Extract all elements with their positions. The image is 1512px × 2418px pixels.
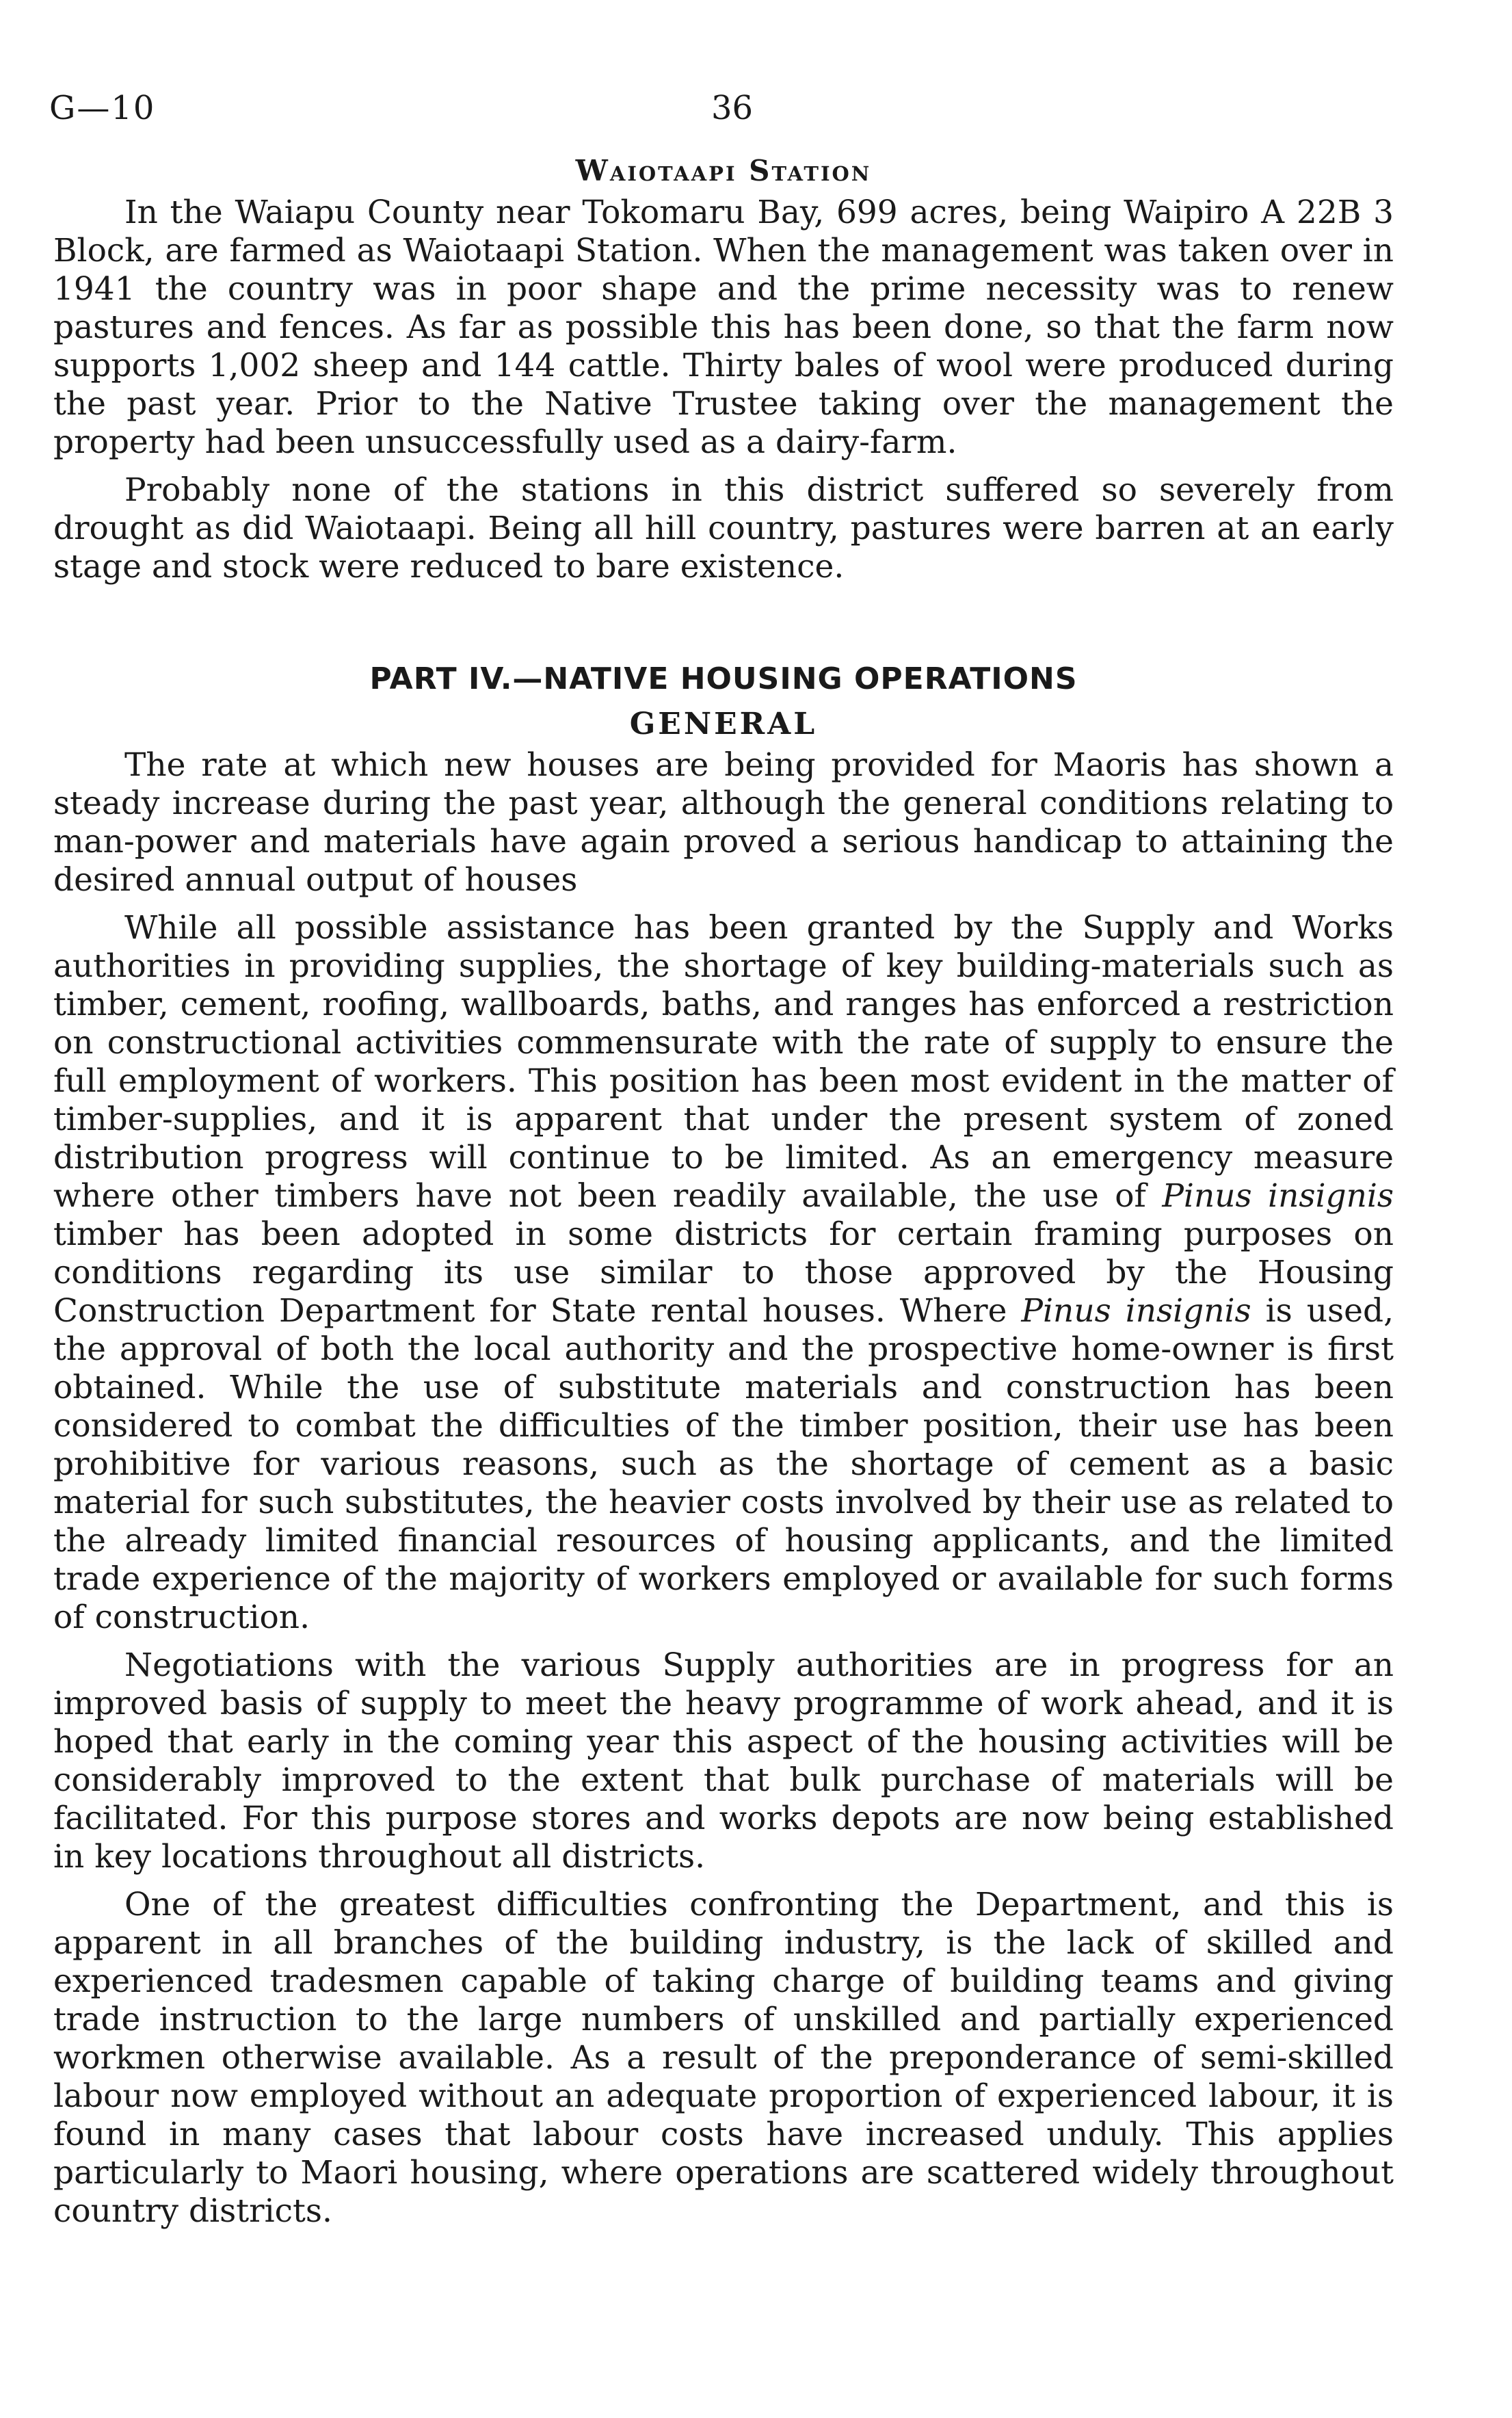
body-column (53, 154, 1394, 2231)
paragraph-housing-rate: The rate at which new houses are being provided for Maoris has shown a steady increase during the past year, although the general conditions relating to man-power and materials have again proved a serious handicap to attaining the desired annual output of houses (53, 746, 1394, 899)
paragraph-waiotaapi-2: Probably none of the stations in this district suffered so severely from drought as did Waiotaapi. Being all hill country, pastures were barren at an early stage and stock were reduced to bare existence. (53, 471, 1394, 586)
paragraph-text: timber has been adopted in some districts for certain framing purposes on conditions regarding its use similar to those approved by the Housing Construction Department for State rental houses. Where (53, 1215, 1394, 1330)
page-number: 36 (711, 89, 754, 127)
paragraph-text: is used, the approval of both the local authority and the prospective home-owner is first obtained. While the use of substitute materials and construction has been considered to combat the difficulties of the timber position, their use has been prohibitive for various reasons, such as the shortage of cement as a basic material for such substitutes, the heavier costs involved by their use as related to the already limited financial resources of housing applicants, and the limited trade experience of the majority of workers employed or available for such forms of construction. (53, 1292, 1394, 1636)
section-heading-general: GENERAL (629, 707, 818, 741)
species-name: Pinus insignis (1021, 1292, 1251, 1330)
paragraph-text: While all possible assistance has been granted by the Supply and Works authorities in providing supplies, the shortage of key building-materials such as timber, cement, roofing, wallboards, baths, and ranges has enforced a restriction on constructional activities commensurate with the rate of supply to ensure the full employment of workers. This position has been most evident in the matter of timber-supplies, and it is apparent that under the present system of zoned distribution progress will continue to be limited. As an emergency measure where other timbers have not been readily available, the use of (53, 909, 1394, 1215)
page-reference: G—10 (49, 89, 156, 127)
paragraph-skilled-labour: One of the greatest difficulties confronting the Department, and this is apparent in all branches of the building industry, is the lack of skilled and experienced tradesmen capable of taking charge of building teams and giving trade instruction to the large numbers of unskilled and partially experienced workmen otherwise available. As a result of the preponderance of semi-skilled labour now employed without an adequate proportion of experienced labour, it is found in many cases that labour costs have increased unduly. This applies particularly to Maori housing, where operations are scattered widely throughout country districts. (53, 1886, 1394, 2230)
paragraph-supply-shortage (53, 909, 1394, 1637)
paragraph-negotiations: Negotiations with the various Supply authorities are in progress for an improved basis of supply to meet the heavy programme of work ahead, and it is hoped that early in the coming year this aspect of the housing activities will be considerably improved to the extent that bulk purchase of materials will be facilitated. For this purpose stores and works depots are now being established in key locations throughout all districts. (53, 1646, 1394, 1876)
paragraph-waiotaapi-1: In the Waiapu County near Tokomaru Bay, 699 acres, being Waipiro A 22B 3 Block, are farmed as Waiotaapi Station. When the management was taken over in 1941 the country was in poor shape and the prime necessity was to renew pastures and fences. As far as possible this has been done, so that the farm now supports 1,002 sheep and 144 cattle. Thirty bales of wool were produced during the past year. Prior to the Native Trustee taking over the management the property had been unsuccessfully used as a dairy-farm. (53, 194, 1394, 461)
species-name: Pinus insignis (1162, 1177, 1394, 1215)
section-heading-waiotaapi: Waiotaapi Station (575, 154, 872, 187)
part-heading: PART IV.—NATIVE HOUSING OPERATIONS (369, 661, 1078, 696)
